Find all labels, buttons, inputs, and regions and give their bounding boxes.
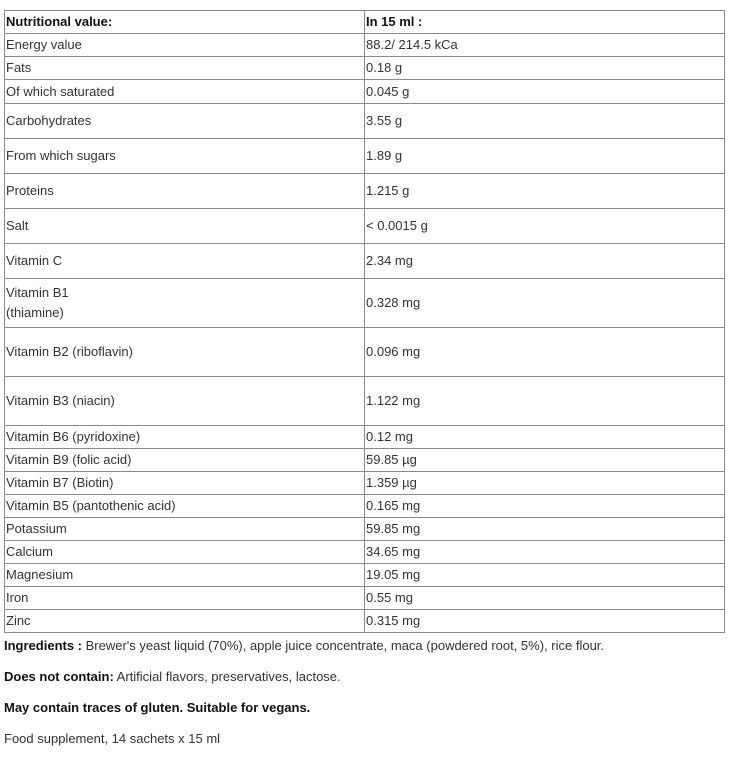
row-label-line1: Vitamin B1 (6, 285, 69, 300)
row-label: Proteins (5, 174, 365, 209)
table-row (5, 495, 725, 518)
table-row (5, 449, 725, 472)
table-row (5, 426, 725, 449)
table-header-row (5, 11, 725, 34)
row-value: 0.328 mg (365, 279, 725, 328)
row-label: Magnesium (5, 564, 365, 587)
table-row (5, 244, 725, 279)
row-label: Carbohydrates (5, 104, 365, 139)
row-value: 88.2/ 214.5 kCa (365, 34, 725, 57)
row-label: Vitamin C (5, 244, 365, 279)
header-label: Nutritional value: (5, 11, 365, 34)
table-row (5, 104, 725, 139)
allergen-notice: May contain traces of gluten. Suitable for vegans. (4, 700, 311, 715)
table-row (5, 34, 725, 57)
row-value: 0.045 g (365, 80, 725, 104)
row-value: 19.05 mg (365, 564, 725, 587)
table-row (5, 57, 725, 80)
nutrition-table (4, 10, 725, 633)
row-value: 1.89 g (365, 139, 725, 174)
row-label: Vitamin B2 (riboflavin) (5, 328, 365, 377)
row-label (5, 279, 365, 328)
row-label: Potassium (5, 518, 365, 541)
row-label: Zinc (5, 610, 365, 633)
package-info: Food supplement, 14 sachets x 15 ml (4, 731, 221, 746)
table-row (5, 472, 725, 495)
row-label: Energy value (5, 34, 365, 57)
row-label: Vitamin B3 (niacin) (5, 377, 365, 426)
row-value: 0.55 mg (365, 587, 725, 610)
row-label: Of which saturated (5, 80, 365, 104)
table-row (5, 80, 725, 104)
row-value: 3.55 g (365, 104, 725, 139)
row-label: Calcium (5, 541, 365, 564)
table-row (5, 139, 725, 174)
allergen-notice-line (4, 698, 728, 718)
row-label-line2: (thiamine) (6, 305, 64, 320)
row-value: 59.85 µg (365, 449, 725, 472)
table-row (5, 174, 725, 209)
table-row (5, 328, 725, 377)
table-row (5, 541, 725, 564)
table-row (5, 377, 725, 426)
row-label: Vitamin B9 (folic acid) (5, 449, 365, 472)
row-value: 1.359 µg (365, 472, 725, 495)
row-label: From which sugars (5, 139, 365, 174)
header-value: In 15 ml : (365, 11, 725, 34)
row-value: 2.34 mg (365, 244, 725, 279)
excludes-label: Does not contain: (4, 669, 114, 684)
row-value: 34.65 mg (365, 541, 725, 564)
table-row (5, 279, 725, 328)
row-label: Salt (5, 209, 365, 244)
table-row (5, 518, 725, 541)
row-value: < 0.0015 g (365, 209, 725, 244)
row-value: 0.315 mg (365, 610, 725, 633)
row-value: 1.215 g (365, 174, 725, 209)
row-label: Fats (5, 57, 365, 80)
row-value: 1.122 mg (365, 377, 725, 426)
table-row (5, 564, 725, 587)
row-value: 0.096 mg (365, 328, 725, 377)
row-label: Vitamin B6 (pyridoxine) (5, 426, 365, 449)
product-notes (4, 636, 728, 749)
ingredients-line (4, 636, 728, 656)
row-label: Vitamin B5 (pantothenic acid) (5, 495, 365, 518)
table-row (5, 587, 725, 610)
table-row (5, 209, 725, 244)
row-value: 59.85 mg (365, 518, 725, 541)
row-label: Vitamin B7 (Biotin) (5, 472, 365, 495)
table-row (5, 610, 725, 633)
excludes-text: Artificial flavors, preservatives, lactose. (113, 669, 341, 684)
row-value: 0.12 mg (365, 426, 725, 449)
row-value: 0.18 g (365, 57, 725, 80)
row-label: Iron (5, 587, 365, 610)
row-value: 0.165 mg (365, 495, 725, 518)
ingredients-text: Brewer's yeast liquid (70%), apple juice concentrate, maca (powdered root, 5%), rice flour. (82, 638, 605, 653)
ingredients-label: Ingredients : (4, 638, 83, 653)
excludes-line (4, 667, 728, 687)
